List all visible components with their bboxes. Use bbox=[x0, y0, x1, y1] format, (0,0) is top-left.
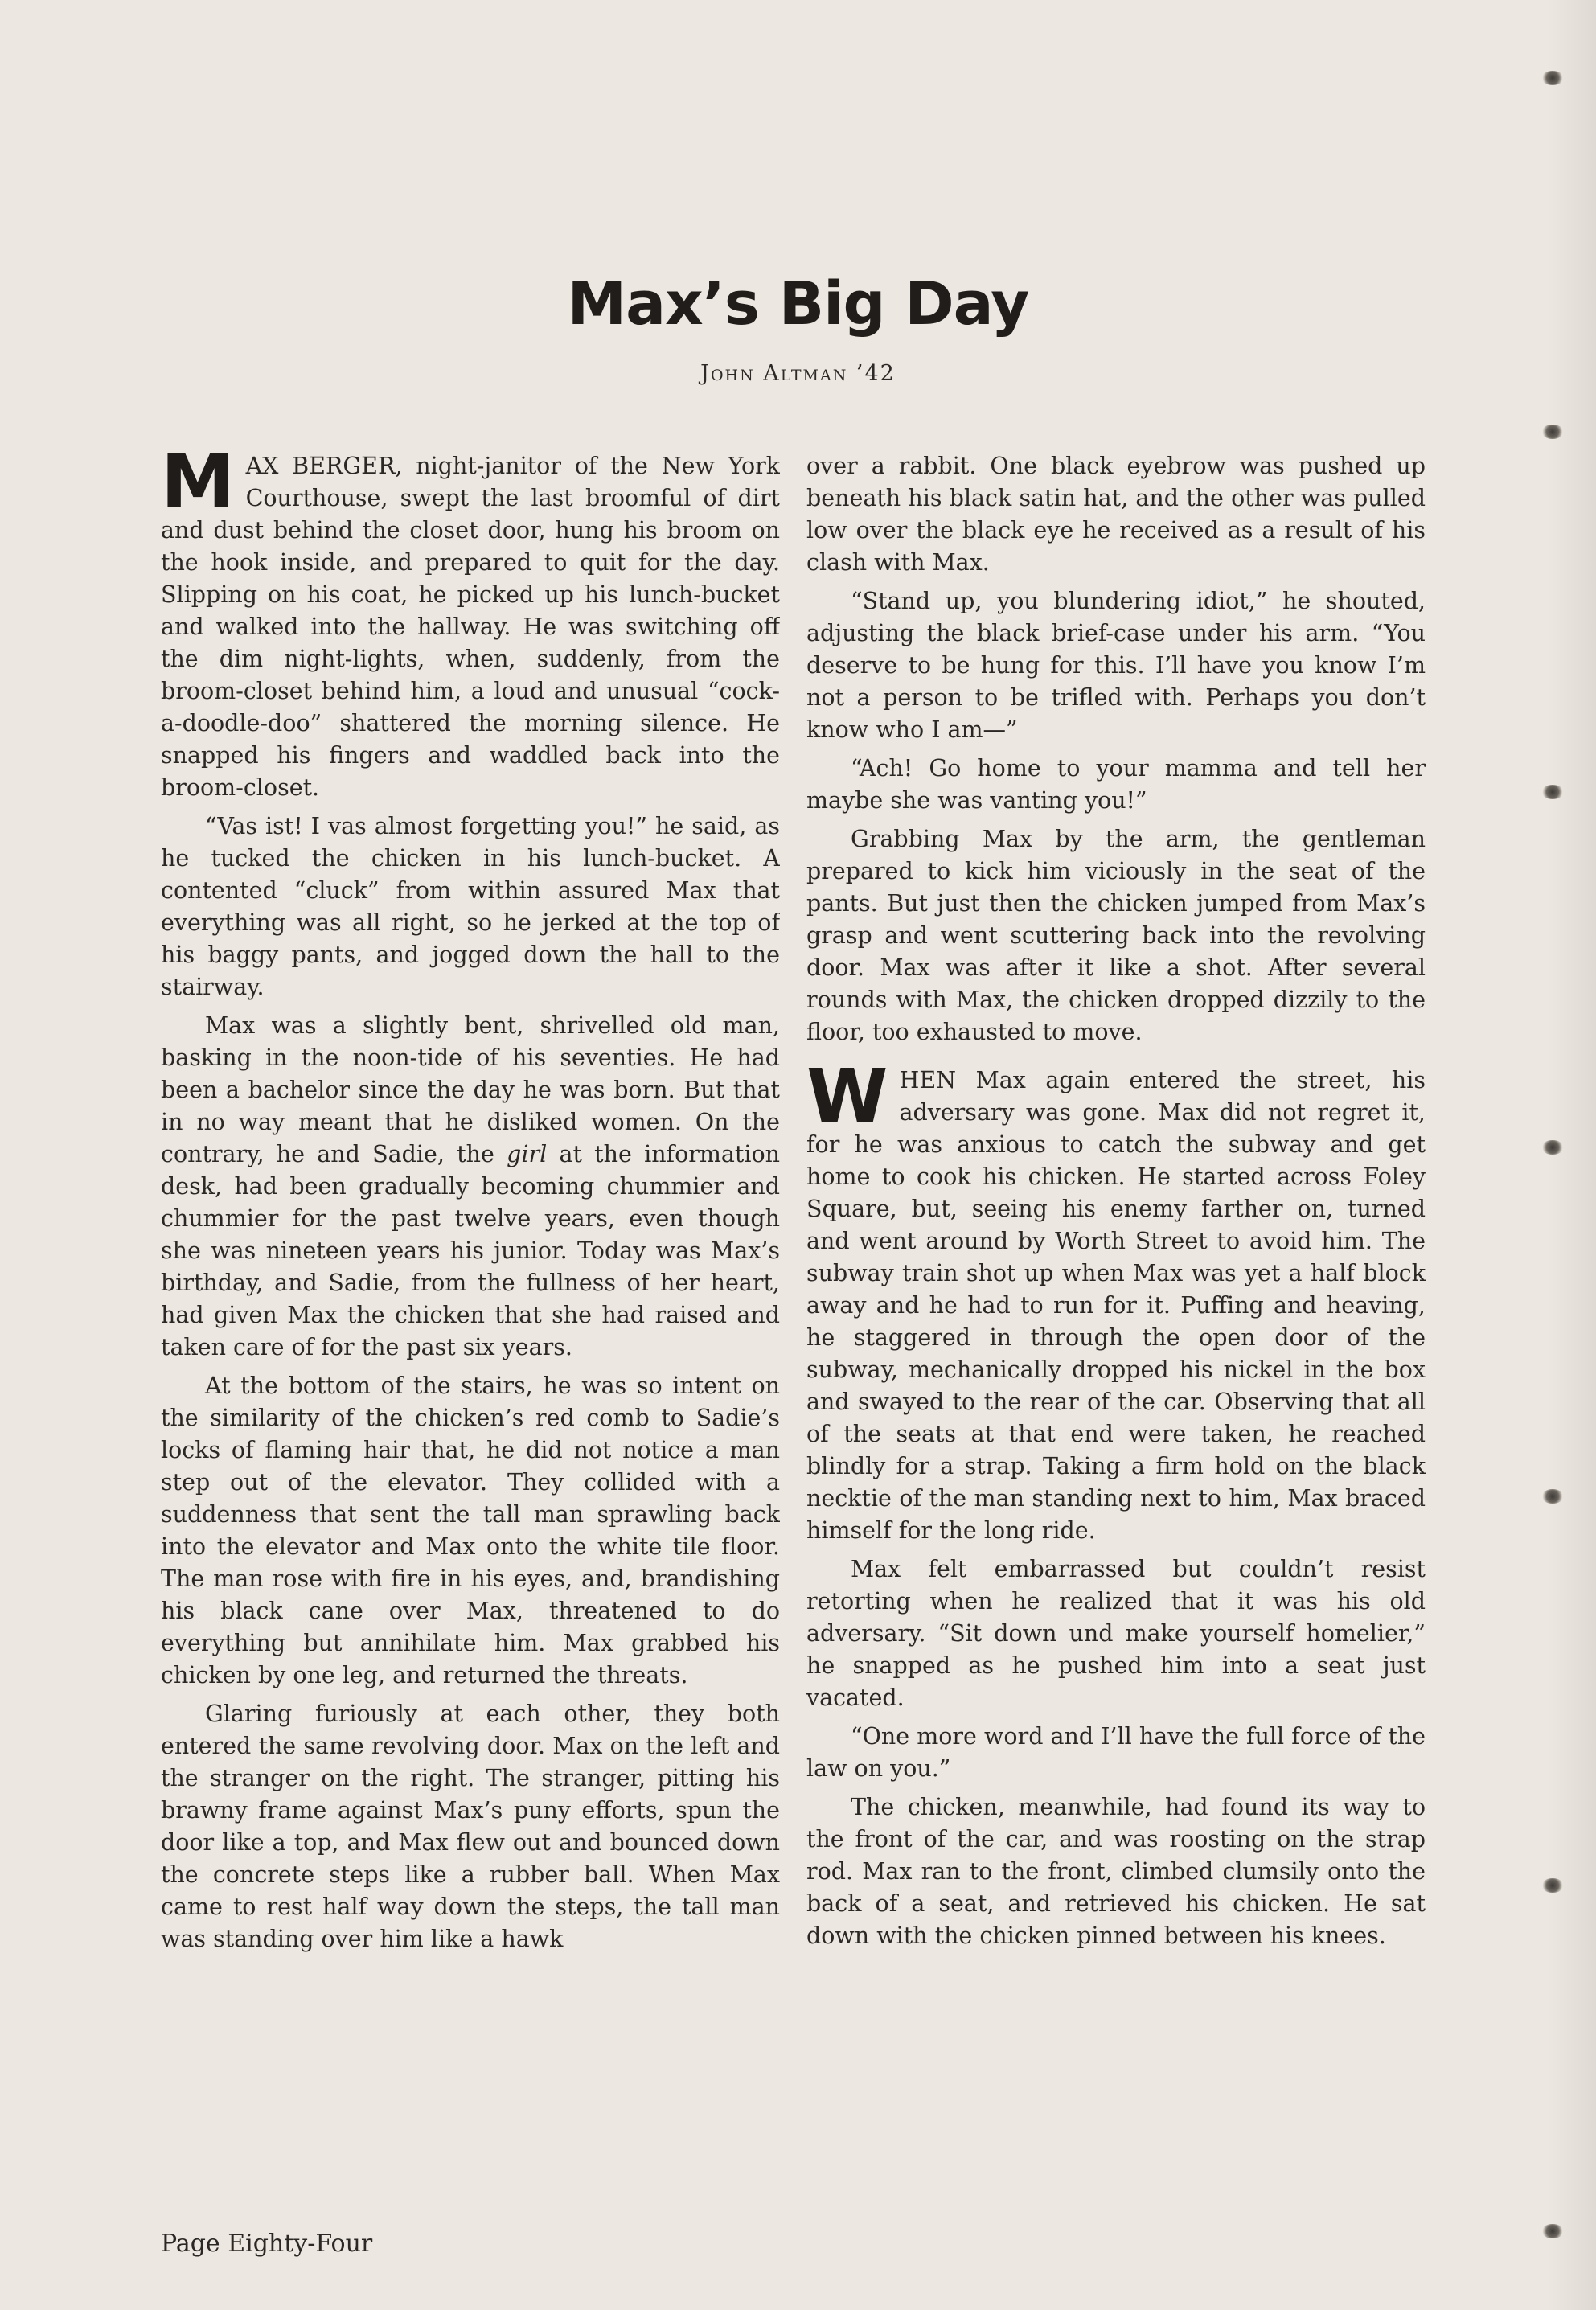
paragraph: Max felt embarrassed but couldn’t resist retorting when he realized that it was his old adversary. “Sit down und make yourself homelier,” he snapped as he pushed him into a seat just vacated. bbox=[806, 1556, 1426, 1711]
left-column bbox=[161, 450, 780, 2123]
binding-hole-icon bbox=[1541, 425, 1564, 439]
right-column bbox=[806, 450, 1426, 2123]
drop-cap: M bbox=[161, 450, 235, 525]
emphasis-text: girl bbox=[507, 1141, 548, 1167]
page-number: Page Eighty-Four bbox=[161, 2230, 373, 2258]
paragraph: The chicken, meanwhile, had found its way to the front of the car, and was roosting on the strap rod. Max ran to the front, climbed clumsily onto the back of a seat, and retrieved his chicken. He sat down with the chicken pinned between his knees. bbox=[806, 1794, 1426, 1949]
paragraph-text: AX BERGER, night-janitor of the New York Courthouse, swept the last broomful of dirt and dust behind the closet door, hung his broom on the hook inside, and prepared to quit for the day. Slipping on his coat, he picked up his lunch-bucket and walked into the hallway. He was switching off the dim night-lights, when, suddenly, from the broom-closet behind him, a loud and unusual “cock-a-doodle-doo” shattered the morning silence. He snapped his fingers and waddled back into the broom-closet. bbox=[161, 453, 780, 801]
paragraph: At the bottom of the stairs, he was so intent on the similarity of the chicken’s red comb to Sadie’s locks of flaming hair that, he did not notice a man step out of the elevator. They collided with a suddenness that sent the tall man sprawling back into the elevator and Max onto the white tile floor. The man rose with fire in his eyes, and, brandishing his black cane over Max, threatened to do everything but annihilate him. Max grabbed his chicken by one leg, and returned the threats. bbox=[161, 1372, 780, 1688]
paragraph: “Stand up, you blundering idiot,” he shouted, adjusting the black brief-case under his arm. “You deserve to be hung for this. I’ll have you know I’m not a person to be trifled with. Perhaps you don’t know who I am—” bbox=[806, 588, 1426, 743]
paragraph: “Ach! Go home to your mamma and tell her maybe she was vanting you!” bbox=[806, 755, 1426, 814]
paragraph: Grabbing Max by the arm, the gentleman prepared to kick him viciously in the seat of the pants. But just then the chicken jumped from Max’s grasp and went scuttering back into the revolving door. Max was after it like a shot. After several rounds with Max, the chicken dropped dizzily to the floor, too exhausted to move. bbox=[806, 826, 1426, 1045]
paragraph-text: at the information desk, had been gradually becoming chummier and chummier for the past twelve years, even though she was nineteen years his junior. Today was Max’s birthday, and Sadie, from the fullness of her heart, had given Max the chicken that she had raised and taken care of for the past six years. bbox=[161, 1141, 780, 1360]
paragraph: over a rabbit. One black eyebrow was pushed up beneath his black satin hat, and the other was pulled low over the black eye he received as a result of his clash with Max. bbox=[806, 453, 1426, 576]
paragraph bbox=[161, 1010, 780, 1364]
paragraph-text: Max was a slightly bent, shrivelled old man, basking in the noon-tide of his seventies. He had been a bachelor since the day he was born. But that in no way meant that he disliked women. On the contrary, he and Sadie, the bbox=[161, 1012, 780, 1167]
binding-hole-icon bbox=[1541, 785, 1564, 799]
paragraph: “Vas ist! I vas almost forgetting you!” he said, as he tucked the chicken in his lunch-bucket. A contented “cluck” from within assured Max that everything was all right, so he jerked at the top of his baggy pants, and jogged down the hall to the stairway. bbox=[161, 813, 780, 1000]
drop-cap: W bbox=[806, 1053, 888, 1139]
article-title: Max’s Big Day bbox=[567, 269, 1029, 338]
paragraph bbox=[806, 1053, 1426, 1547]
binding-hole-icon bbox=[1541, 71, 1564, 85]
binding-hole-icon bbox=[1541, 1489, 1564, 1504]
page-edge bbox=[1548, 0, 1596, 2310]
paragraph: Glaring furiously at each other, they both entered the same revolving door. Max on the left and the stranger on the right. The stranger, pitting his brawny frame against Max’s puny efforts, spun the door like a top, and Max flew out and bounced down the concrete steps like a rubber ball. When Max came to rest half way down the steps, the tall man was standing over him like a hawk bbox=[161, 1701, 780, 1952]
binding-hole-icon bbox=[1541, 1140, 1564, 1155]
binding-hole-icon bbox=[1541, 2224, 1564, 2238]
paragraph bbox=[161, 450, 780, 804]
binding-hole-icon bbox=[1541, 1878, 1564, 1893]
paragraph: “One more word and I’ll have the full force of the law on you.” bbox=[806, 1723, 1426, 1782]
paragraph-text: HEN Max again entered the street, his adversary was gone. Max did not regret it, for he was anxious to catch the subway and get home to cook his chicken. He started across Foley Square, but, seeing his enemy farther on, turned and went around by Worth Street to avoid him. The subway train shot up when Max was yet a half block away and he had to run for it. Puffing and heaving, he staggered in through the open door of the subway, mechanically dropped his nickel in the box and swayed to the rear of the car. Observing that all of the seats at that end were taken, he reached blindly for a strap. Taking a firm hold on the black necktie of the man standing next to him, Max braced himself for the long ride. bbox=[806, 1067, 1426, 1544]
article-byline: John Altman ’42 bbox=[700, 361, 896, 386]
